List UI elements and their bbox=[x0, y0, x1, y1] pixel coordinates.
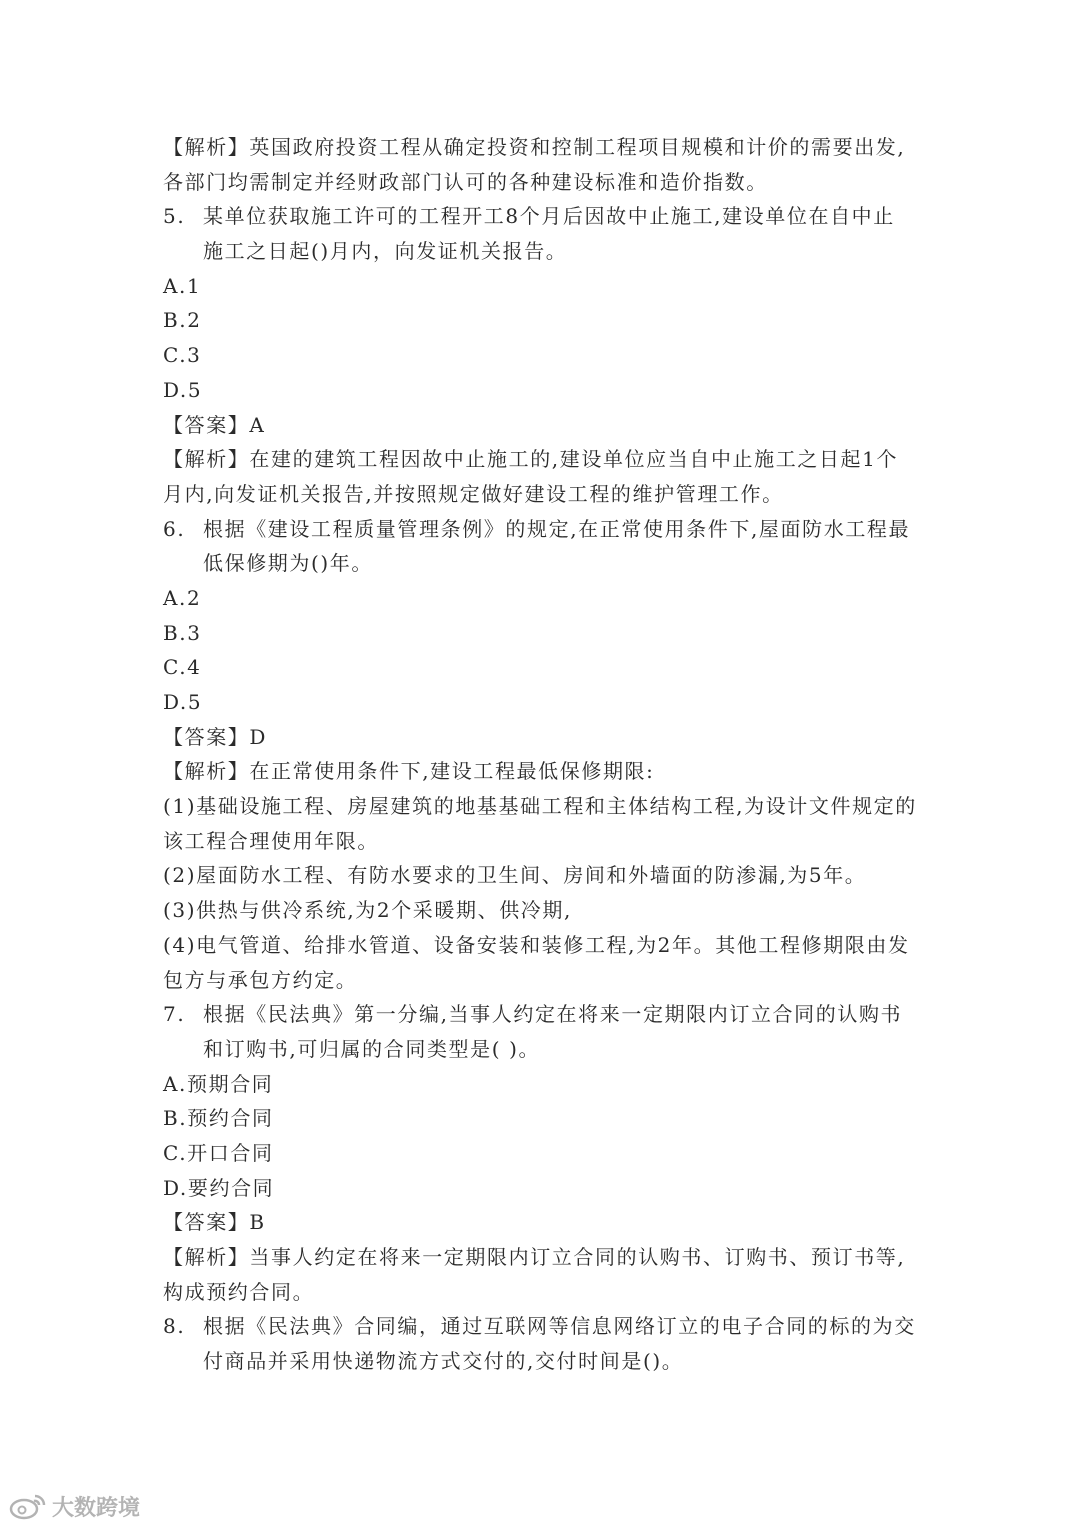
line-text: B.预约合同 bbox=[163, 1106, 274, 1131]
line-text: B.3 bbox=[163, 620, 202, 645]
line-text: A.1 bbox=[163, 273, 202, 298]
line-text: 【解析】在建的建筑工程因故中止施工的,建设单位应当自中止施工之日起1个 bbox=[163, 447, 899, 472]
text-line bbox=[163, 581, 923, 616]
document-body bbox=[163, 130, 923, 1379]
line-text: (4)电气管道、给排水管道、设备安装和装修工程,为2年。其他工程修期限由发 bbox=[163, 932, 910, 957]
line-text: 构成预约合同。 bbox=[163, 1279, 315, 1304]
text-line bbox=[163, 1136, 923, 1171]
line-text: 【解析】在正常使用条件下,建设工程最低保修期限: bbox=[163, 759, 655, 784]
line-text: C.开口合同 bbox=[163, 1140, 274, 1165]
line-text: D.5 bbox=[163, 690, 203, 714]
line-text: C.3 bbox=[163, 343, 202, 368]
line-text: D.要约合同 bbox=[163, 1175, 275, 1200]
line-text: 付商品并采用快递物流方式交付的,交付时间是()。 bbox=[203, 1349, 684, 1374]
line-text: 根据《民法典》第一分编,当事人约定在将来一定期限内订立合同的认购书 bbox=[203, 1002, 903, 1027]
question-number: 8. bbox=[163, 1314, 186, 1339]
text-line bbox=[163, 1032, 923, 1067]
text-line bbox=[163, 1275, 923, 1310]
text-line bbox=[163, 616, 923, 651]
line-text: (2)屋面防水工程、有防水要求的卫生间、房间和外墙面的防渗漏,为5年。 bbox=[163, 863, 867, 888]
text-line bbox=[163, 1171, 923, 1206]
line-text: A.2 bbox=[163, 585, 202, 610]
line-text: B.2 bbox=[163, 308, 202, 333]
text-line bbox=[163, 858, 923, 893]
text-line bbox=[163, 1101, 923, 1136]
question-line bbox=[163, 512, 923, 547]
text-line bbox=[163, 685, 923, 720]
line-text: 【答案】B bbox=[163, 1210, 266, 1235]
text-line bbox=[163, 546, 923, 581]
line-text: 某单位获取施工许可的工程开工8个月后因故中止施工,建设单位在自中止 bbox=[203, 204, 895, 229]
text-line bbox=[163, 130, 923, 165]
question-line bbox=[163, 997, 923, 1032]
text-line bbox=[163, 338, 923, 373]
line-text: 根据《民法典》合同编，通过互联网等信息网络订立的电子合同的标的为交 bbox=[203, 1314, 916, 1339]
text-line bbox=[163, 303, 923, 338]
line-text: (1)基础设施工程、房屋建筑的地基基础工程和主体结构工程,为设计文件规定的 bbox=[163, 794, 917, 819]
text-line bbox=[163, 824, 923, 859]
line-text: 各部门均需制定并经财政部门认可的各种建设标准和造价指数。 bbox=[163, 169, 768, 194]
text-line bbox=[163, 234, 923, 269]
line-text: 该工程合理使用年限。 bbox=[163, 828, 379, 853]
text-line bbox=[163, 1205, 923, 1240]
line-text: D.5 bbox=[163, 377, 203, 402]
line-text: 和订购书,可归属的合同类型是( )。 bbox=[203, 1036, 541, 1061]
line-text: 【解析】当事人约定在将来一定期限内订立合同的认购书、订购书、预订书等, bbox=[163, 1245, 906, 1269]
line-text: A.预期合同 bbox=[163, 1071, 274, 1096]
text-line bbox=[163, 408, 923, 443]
line-text: 包方与承包方约定。 bbox=[163, 967, 358, 992]
text-line bbox=[163, 165, 923, 200]
line-text: 低保修期为()年。 bbox=[203, 551, 374, 576]
weibo-logo-icon bbox=[8, 1492, 48, 1520]
text-line bbox=[163, 373, 923, 408]
text-line bbox=[163, 928, 923, 963]
line-text: C.4 bbox=[163, 655, 202, 680]
watermark bbox=[8, 1488, 140, 1524]
line-text: 【解析】英国政府投资工程从确定投资和控制工程项目规模和计价的需要出发, bbox=[163, 135, 906, 159]
text-line bbox=[163, 1344, 923, 1379]
line-text: 根据《建设工程质量管理条例》的规定,在正常使用条件下,屋面防水工程最 bbox=[203, 516, 911, 541]
question-number: 7. bbox=[163, 1002, 186, 1027]
text-line bbox=[163, 1067, 923, 1102]
line-text: 施工之日起()月内，向发证机关报告。 bbox=[203, 239, 568, 264]
line-text: 月内,向发证机关报告,并按照规定做好建设工程的维护管理工作。 bbox=[163, 481, 784, 506]
text-line bbox=[163, 477, 923, 512]
question-number: 6. bbox=[163, 516, 186, 541]
question-line bbox=[163, 199, 923, 234]
text-line bbox=[163, 893, 923, 928]
text-line bbox=[163, 789, 923, 824]
text-line bbox=[163, 963, 923, 998]
line-text: 【答案】A bbox=[163, 412, 266, 437]
line-text: 【答案】D bbox=[163, 724, 268, 749]
text-line bbox=[163, 650, 923, 685]
watermark-text: 大数跨境 bbox=[52, 1495, 141, 1521]
text-line bbox=[163, 720, 923, 755]
line-text: (3)供热与供冷系统,为2个采暖期、供冷期, bbox=[163, 898, 572, 923]
text-line bbox=[163, 442, 923, 477]
question-line bbox=[163, 1309, 923, 1344]
question-number: 5. bbox=[163, 204, 186, 229]
text-line bbox=[163, 754, 923, 789]
text-line bbox=[163, 269, 923, 304]
text-line bbox=[163, 1240, 923, 1275]
